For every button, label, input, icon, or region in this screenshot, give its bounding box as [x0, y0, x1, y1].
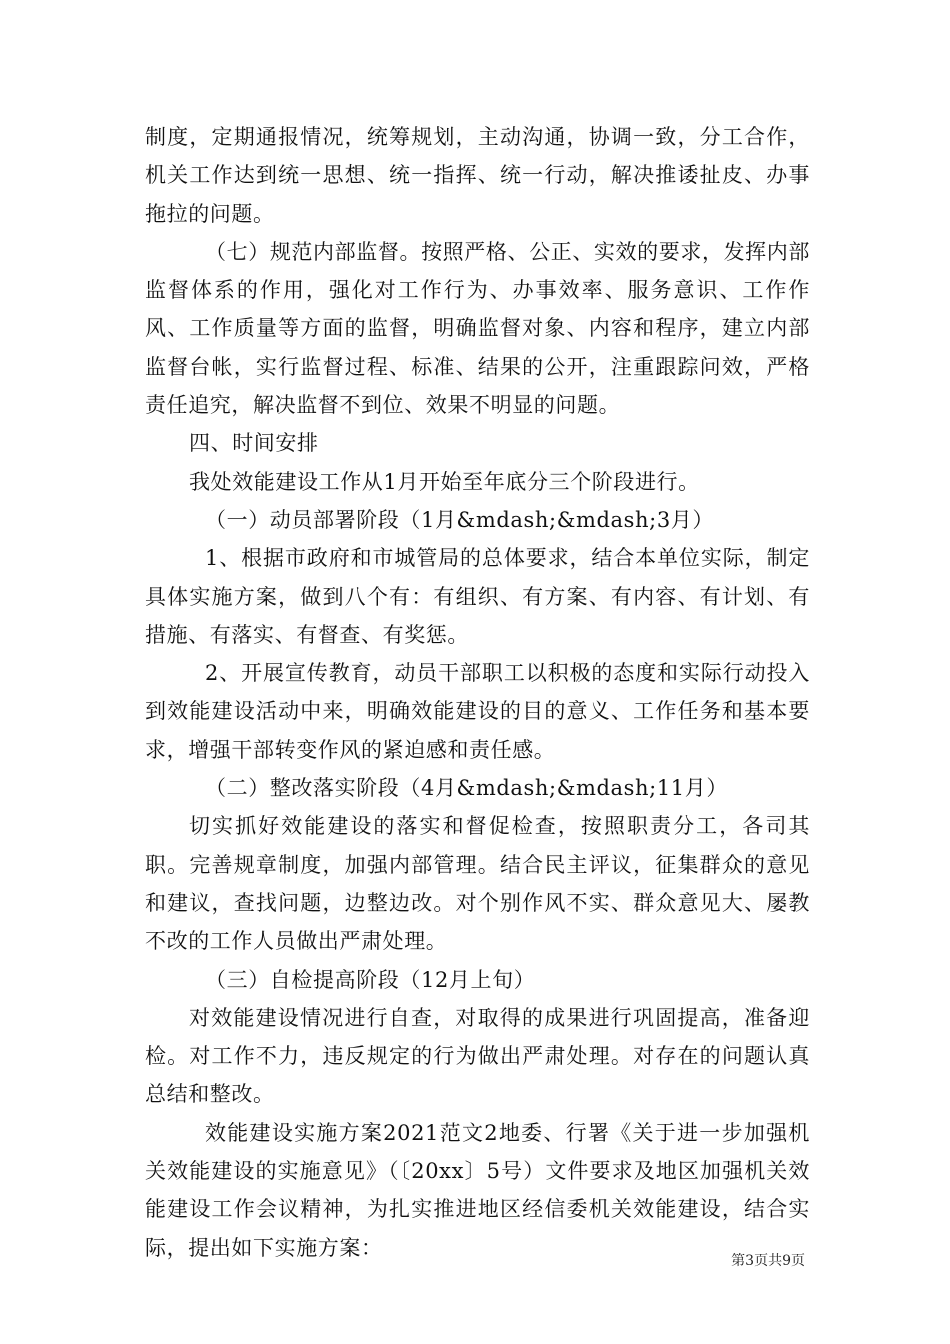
paragraph-sample-2-intro: 效能建设实施方案2021范文2地委、行署《关于进一步加强机关效能建设的实施意见》（〔20xx〕5号）文件要求及地区加强机关效能建设工作会议精神，为扎实推进地区经信委机关效能建设，结合实际，提出如下实施方案： — [145, 1120, 810, 1260]
paragraph-mobilization-item-2: 2、开展宣传教育，动员干部职工以积极的态度和实际行动投入到效能建设活动中来，明确效能建设的目的意义、工作任务和基本要求，增强干部转变作风的紧迫感和责任感。 — [145, 661, 810, 762]
paragraph-schedule-intro: 我处效能建设工作从1月开始至年底分三个阶段进行。 — [189, 469, 700, 494]
phase-heading-rectification: （二）整改落实阶段（4月&mdash;&mdash;11月） — [205, 776, 728, 801]
paragraph-self-inspection: 对效能建设情况进行自查，对取得的成果进行巩固提高，准备迎检。对工作不力，违反规定的行为做出严肃处理。对存在的问题认真总结和整改。 — [145, 1005, 810, 1107]
section-heading-schedule: 四、时间安排 — [189, 431, 319, 456]
phase-heading-mobilization: （一）动员部署阶段（1月&mdash;&mdash;3月） — [205, 507, 715, 532]
paragraph-mobilization-item-1: 1、根据市政府和市城管局的总体要求，结合本单位实际，制定具体实施方案，做到八个有：有组织、有方案、有内容、有计划、有措施、有落实、有督查、有奖惩。 — [145, 546, 810, 647]
page-number: 第3页共9页 — [731, 1253, 805, 1269]
paragraph-continuation: 制度，定期通报情况，统筹规划，主动沟通，协调一致，分工合作，机关工作达到统一思想、统一指挥、统一行动，解决推诿扯皮、办事拖拉的问题。 — [145, 125, 810, 226]
paragraph-internal-supervision: （七）规范内部监督。按照严格、公正、实效的要求，发挥内部监督体系的作用，强化对工作行为、办事效率、服务意识、工作作风、工作质量等方面的监督，明确监督对象、内容和程序，建立内部监督台帐，实行监督过程、标准、结果的公开，注重跟踪问效，严格责任追究，解决监督不到位、效果不明显的问题。 — [145, 239, 810, 418]
paragraph-rectification: 切实抓好效能建设的落实和督促检查，按照职责分工，各司其职。完善规章制度，加强内部管理。结合民主评议，征集群众的意见和建议，查找问题，边整边改。对个别作风不实、群众意见大、屡教不改的工作人员做出严肃处理。 — [145, 814, 810, 954]
document-body — [145, 118, 810, 1267]
phase-heading-self-inspection: （三）自检提高阶段（12月上旬） — [205, 967, 536, 992]
